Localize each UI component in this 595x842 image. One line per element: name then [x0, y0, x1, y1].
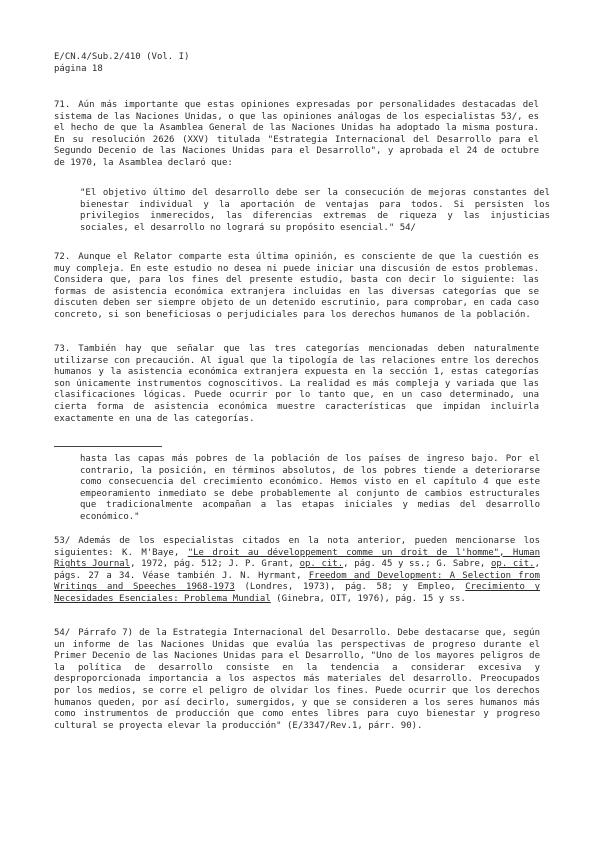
- footnote-text: , pág. 45 y ss.; G. Sabre,: [343, 559, 491, 570]
- footnote-53: [54, 536, 540, 606]
- paragraph-73: [54, 344, 539, 425]
- paragraph-text: También hay que señalar que las tres categorías mencionadas deben naturalmente utilizarse con precaución. Al igual que la tipología de las relaciones entre los derechos humanos y la asistencia económica extranjera expuesta en la sección 1, estas categorías son únicamente instrumentos cognoscitivos. La realidad es más compleja y variada que las clasificaciones lógicas. Puede ocurrir por lo tanto que, en un caso determinado, una cierta forma de asistencia económica muestre características que impidan incluirla exactamente en una de las categorías.: [54, 344, 539, 424]
- cited-title: op. cit.: [490, 559, 535, 570]
- paragraph-number: 71.: [54, 100, 71, 110]
- footnote-marker: 53/: [54, 536, 71, 546]
- cited-title: "Le droit au développement comme un droit de l'homme", Human Rights Journal: [54, 547, 541, 570]
- footnote-continuation: [80, 454, 540, 524]
- document-symbol: E/CN.4/Sub.2/410 (Vol. I): [54, 52, 190, 62]
- footnote-text: , págs. 27 a 34. Véase también J. N. Hyrmant,: [54, 559, 540, 581]
- block-quote: [80, 188, 550, 234]
- footnote-marker: 54/: [54, 628, 71, 638]
- paragraph-text: Aunque el Relator comparte esta última opinión, es consciente de que la cuestión es muy compleja. En este estudio no desea ni puede iniciar una discusión de estos problemas. Considera que, para los fines del presente estudio, basta con decir lo siguiente: las formas de asistencia económica extranjera incluidas en las diversas categorías que se discuten deben ser siempre objeto de un detenido escrutinio, para comprobar, en cada caso concreto, si son beneficiosas o perjudiciales para los derechos humanos de la población.: [54, 252, 539, 320]
- paragraph-72: [54, 252, 539, 322]
- cited-title: Crecimiento y Necesidades Esenciales: Problema Mundial: [54, 582, 540, 604]
- paragraph-71: [54, 100, 539, 170]
- document-header: [54, 52, 189, 75]
- paragraph-text: Aún más importante que estas opiniones expresadas por personalidades destacadas del sistema de las Naciones Unidas, o que las opiniones análogas de los especialistas 53/, es el hecho de que la Asamblea General de las Naciones Unidas ha adoptado la misma postura. En su resolución 2626 (XXV) titulada "Estrategia Internacional del Desarrollo para el Segundo Decenio de las Naciones Unidas para el Desarrollo", y aprobada el 24 de octubre de 1970, la Asamblea declaró que:: [54, 100, 539, 168]
- footnote-text: (Ginebra, OIT, 1976), pág. 15 y ss.: [270, 593, 466, 604]
- paragraph-number: 73.: [54, 344, 71, 354]
- quote-text: "El objetivo último del desarrollo debe ser la consecución de mejoras constantes del bienestar individual y la aportación de ventajas para todos. Si persisten los privilegios inmerecidos, las diferencias extremas de riqueza y las injusticias sociales, el desarrollo no logrará su propósito esencial." 54/: [80, 188, 550, 233]
- page-number: página 18: [54, 63, 103, 74]
- paragraph-number: 72.: [54, 252, 71, 262]
- cited-title: Freedom and Development: A Selection from Writings and Speeches 1968-1973: [54, 570, 540, 593]
- footnote-text: Además de los especialistas citados en la nota anterior, pueden mencionarse los siguientes: K. M'Baye,: [54, 536, 540, 558]
- footnote-text: Párrafo 7) de la Estrategia Internacional del Desarrollo. Debe destacarse que, según un informe de las Naciones Unidas que evalúa las perspectivas de progreso durante el Primer Decenio de las Naciones Unidas para el Desarrollo, "Uno de los mayores peligros de la política de desarrollo consiste en la tendencia a considerar excesiva y desproporcionada importancia a los aspectos más materiales del desarrollo. Preocupados por los medios, se corre el peligro de olvidar los fines. Puede ocurrir que los derechos humanos queden, por así decirlo, sumergidos, y que se consideren a los seres humanos más como instrumentos de producción que como entes libres para cuyo bienestar y progreso cultural se proyecta elevar la producción" (E/3347/Rev.1, párr. 90).: [54, 628, 540, 731]
- footnote-54: [54, 628, 540, 732]
- footnote-text: , 1972, pág. 512; J. P. Grant,: [130, 559, 300, 570]
- footnote-text: (Londres, 1973), pág. 58; y Empleo,: [234, 582, 466, 593]
- footnote-text: hasta las capas más pobres de la población de los países de ingreso bajo. Por el contrario, la posición, en términos absolutos, de los pobres tiende a deteriorarse como consecuencia del crecimiento económico. Hemos visto en el capítulo 4 que este empeoramiento inmediato se debe probablemente al conjunto de cambios estructurales que tradicionalmente acompañan a las etapas iniciales y medias del desarrollo económico.": [80, 454, 540, 522]
- cited-title: op. cit.: [299, 559, 344, 570]
- footnote-separator: [54, 446, 162, 447]
